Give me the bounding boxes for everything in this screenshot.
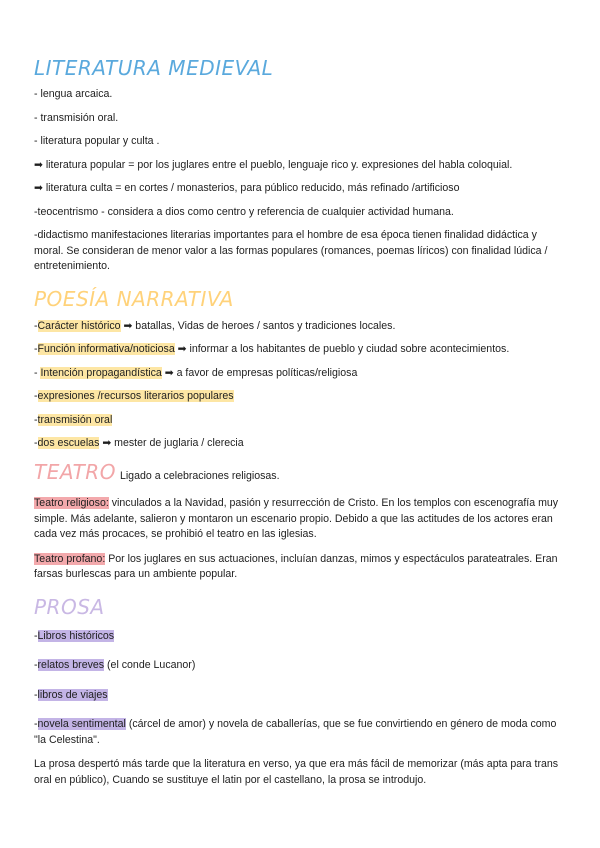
lit-item-3: - literatura popular y culta . bbox=[34, 135, 160, 147]
teatro-religioso-paragraph: Teatro religioso: vinculados a la Navidad, pasión y resurrección de Cristo. En los templos con escenografía muy simple. Más adelante, salieron y montaron un escenario propio. Debido a que las actitudes de los actores eran cada vez más procaces, se prohibió el teatro en las iglesias. bbox=[34, 497, 559, 540]
prosa-item-3: -libros de viajes bbox=[34, 688, 108, 701]
document-page bbox=[34, 52, 566, 788]
heading-poesia-narrativa: POESÍA NARRATIVA bbox=[34, 286, 234, 311]
poesia-item-4: -expresiones /recursos literarios populares bbox=[34, 390, 234, 402]
lit-item-4: ➡ literatura popular = por los juglares entre el pueblo, lenguaje rico y. expresiones del habla coloquial. bbox=[34, 158, 513, 171]
heading-teatro: TEATRO bbox=[34, 459, 116, 484]
prosa-item-4: -novela sentimental (cárcel de amor) y novela de caballerías, que se fue convirtiendo en género de moda como "la Celestina". bbox=[34, 718, 557, 746]
lit-item-7: -didactismo manifestaciones literarias importantes para el hombre de esa época tienen finalidad didáctica y moral. Se consideran de menor valor a las formas populares (romances, poemas líricos) con finalidad lúdica / entretenimiento. bbox=[34, 229, 548, 272]
poesia-item-2: -Función informativa/noticiosa ➡ informar a los habitantes de pueblo y ciudad sobre acontecimientos. bbox=[34, 343, 510, 355]
prosa-item-2: -relatos breves (el conde Lucanor) bbox=[34, 659, 196, 671]
lit-item-6: -teocentrismo - considera a dios como centro y referencia de cualquier actividad humana. bbox=[34, 205, 454, 218]
poesia-item-1: -Carácter histórico ➡ batallas, Vidas de heroes / santos y tradiciones locales. bbox=[34, 319, 396, 332]
teatro-subtitle: Ligado a celebraciones religiosas. bbox=[119, 469, 280, 482]
poesia-item-5: -transmisión oral bbox=[34, 413, 113, 426]
lit-item-5: ➡ literatura culta = en cortes / monasterios, para público reducido, más refinado /artificioso bbox=[34, 182, 460, 194]
poesia-item-6: -dos escuelas ➡ mester de juglaria / clerecia bbox=[34, 437, 244, 449]
poesia-item-3: - Intención propagandística ➡ a favor de empresas políticas/religiosa bbox=[34, 366, 358, 379]
prosa-item-1: -Libros históricos bbox=[34, 629, 115, 642]
heading-prosa: PROSA bbox=[34, 594, 105, 619]
lit-item-2: - transmisión oral. bbox=[34, 111, 119, 124]
heading-literatura-medieval: LITERATURA MEDIEVAL bbox=[34, 56, 274, 80]
lit-item-1: - lengua arcaica. bbox=[34, 88, 113, 100]
teatro-profano-paragraph: Teatro profano: Por los juglares en sus actuaciones, incluían danzas, mimos y espectáculos parateatrales. Eran farsas burlescas para un ambiente popular. bbox=[34, 552, 558, 580]
teatro-heading-row bbox=[34, 459, 566, 485]
prosa-closing-paragraph: La prosa despertó más tarde que la literatura en verso, ya que era más fácil de memorizar (más apta para trans oral en público), Cuando se sustituye el latin por el castellano, la prosa se introdujo. bbox=[34, 758, 559, 786]
